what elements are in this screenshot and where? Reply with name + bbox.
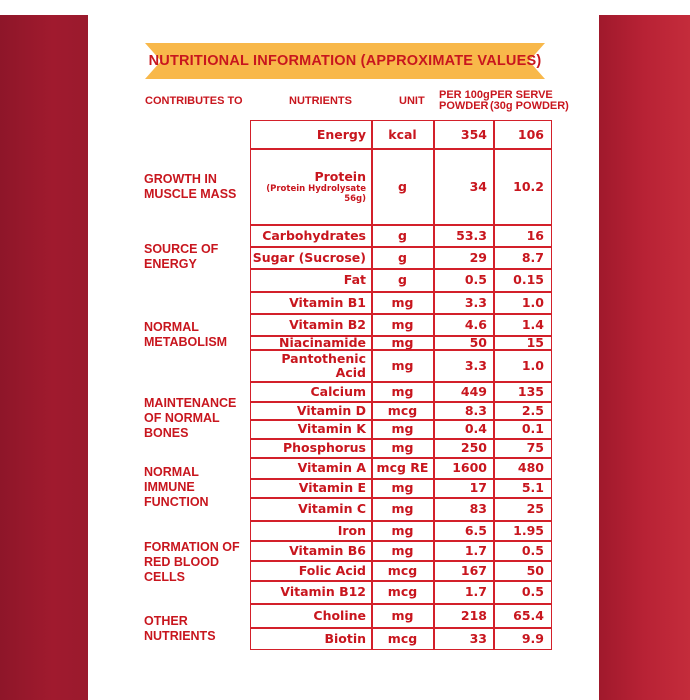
- category-line: GROWTH IN: [144, 172, 217, 186]
- nutrient-unit: mcg: [387, 402, 418, 418]
- value-per-serve: 1.0: [521, 294, 544, 310]
- nutrient-name: [251, 628, 366, 650]
- nutrient-name-text: Biotin: [324, 631, 366, 646]
- nutrient-unit: mcg: [387, 584, 418, 599]
- value-per-serve: 15: [526, 334, 544, 350]
- value-per-serve: 135: [517, 383, 544, 399]
- header-per-serve: [490, 90, 569, 112]
- value-per-serve: 0.15: [513, 272, 544, 287]
- nutrient-name: [251, 521, 366, 540]
- value-per-100g: 250: [460, 440, 487, 455]
- value-per-100g: 50: [469, 334, 487, 350]
- nutrient-name-text: Sugar (Sucrose): [252, 249, 366, 265]
- nutrient-name: [251, 439, 366, 457]
- nutrient-name-text: Vitamin E: [298, 480, 366, 495]
- value-per-serve: 8.7: [521, 249, 544, 265]
- header-per-100g-line2: POWDER: [439, 100, 489, 112]
- nutrient-name: [251, 458, 366, 478]
- category-line: MUSCLE MASS: [144, 187, 237, 201]
- header-per-100g-line1: PER 100g: [439, 89, 490, 101]
- value-per-serve: 25: [526, 501, 544, 516]
- nutrient-unit: g: [398, 178, 407, 194]
- value-per-serve: 2.5: [521, 402, 544, 418]
- nutrient-name: [251, 225, 366, 246]
- value-per-100g: 33: [469, 631, 487, 646]
- nutrient-unit: mg: [391, 501, 414, 516]
- nutrient-name-text: Pantothenic: [281, 350, 366, 366]
- nutrient-name: [251, 604, 366, 627]
- nutrient-name-text: Folic Acid: [298, 562, 366, 578]
- value-per-serve: 1.0: [521, 357, 544, 373]
- nutrient-unit: mcg: [387, 562, 418, 578]
- category-line: MAINTENANCE: [144, 395, 237, 410]
- nutrient-name-text: Energy: [316, 126, 366, 142]
- left-side-band: [0, 15, 88, 700]
- nutrient-unit: mcg RE: [376, 460, 429, 475]
- nutrient-unit: mg: [391, 522, 414, 538]
- value-per-serve: 65.4: [513, 607, 544, 623]
- value-per-serve: 0.5: [521, 584, 544, 599]
- nutrient-unit: mg: [391, 607, 414, 623]
- header-per-serve-line1: PER SERVE: [490, 89, 553, 101]
- value-per-100g: 53.3: [456, 227, 487, 243]
- nutrient-unit: kcal: [388, 126, 417, 142]
- nutrient-name-text: Vitamin B12: [280, 584, 366, 599]
- nutrient-unit: g: [398, 249, 407, 265]
- category-line: BONES: [144, 425, 189, 440]
- value-per-100g: 3.3: [464, 357, 487, 373]
- value-per-100g: 0.5: [464, 272, 487, 287]
- value-per-100g: 34: [469, 178, 487, 194]
- category-line: METABOLISM: [144, 335, 228, 349]
- value-per-100g: 29: [469, 249, 487, 265]
- value-per-100g: 1.7: [464, 542, 487, 558]
- nutrient-unit: mg: [391, 542, 414, 558]
- nutrient-name-text: Vitamin C: [298, 501, 366, 516]
- nutrient-unit: mg: [391, 440, 414, 455]
- category-line: IMMUNE: [144, 479, 195, 494]
- nutrient-unit: mcg: [387, 631, 418, 646]
- nutrient-name-text: Protein: [314, 168, 366, 184]
- nutrient-unit: mg: [391, 421, 414, 436]
- category-line: FUNCTION: [144, 494, 209, 509]
- category-label: [144, 393, 244, 443]
- nutrient-name: [251, 382, 366, 401]
- nutrient-name-text: Fat: [343, 272, 366, 287]
- nutrient-unit: mg: [391, 316, 414, 332]
- nutrient-name-text: Calcium: [310, 383, 366, 399]
- category-line: NORMAL: [144, 464, 199, 479]
- nutrient-unit: g: [398, 272, 407, 287]
- nutrient-name: [251, 350, 366, 381]
- value-per-100g: 1.7: [464, 584, 487, 599]
- nutrient-name-text: Carbohydrates: [262, 227, 366, 243]
- value-per-serve: 9.9: [521, 631, 544, 646]
- value-per-serve: 10.2: [513, 178, 544, 194]
- nutrient-name-text: Niacinamide: [279, 334, 366, 350]
- value-per-100g: 0.4: [464, 421, 487, 436]
- header-contributes-to: CONTRIBUTES TO: [145, 95, 243, 107]
- nutrient-name-text: Vitamin K: [297, 421, 366, 436]
- value-per-serve: 5.1: [521, 480, 544, 495]
- value-per-serve: 0.1: [521, 421, 544, 436]
- nutrient-name-text: Vitamin B6: [289, 542, 366, 558]
- header-per-serve-line2: (30g POWDER): [490, 100, 569, 112]
- nutrient-name: [251, 420, 366, 438]
- value-per-serve: 75: [526, 440, 544, 455]
- header-unit: UNIT: [399, 95, 425, 107]
- nutrient-name: [251, 402, 366, 419]
- nutrient-name-text: Phosphorus: [282, 440, 366, 455]
- nutrient-name: [251, 292, 366, 313]
- nutrient-unit: mg: [391, 480, 414, 495]
- value-per-serve: 1.95: [513, 522, 544, 538]
- nutrient-unit: g: [398, 227, 407, 243]
- value-per-100g: 167: [460, 562, 487, 578]
- nutrient-unit: mg: [391, 383, 414, 399]
- nutrient-unit: mg: [391, 334, 414, 350]
- nutrient-name: [251, 479, 366, 497]
- value-per-100g: 8.3: [464, 402, 487, 418]
- nutrient-name-text: Iron: [337, 522, 366, 538]
- category-line: NORMAL: [144, 320, 199, 334]
- category-line: RED BLOOD: [144, 554, 219, 569]
- value-per-serve: 0.5: [521, 542, 544, 558]
- nutrient-name-text: Acid: [335, 364, 366, 380]
- nutrient-subtext: (Protein Hydrolysate 56g): [266, 183, 366, 204]
- nutrient-name: [251, 314, 366, 335]
- value-per-100g: 1600: [452, 460, 487, 475]
- category-line: ENERGY: [144, 257, 197, 271]
- value-per-100g: 4.6: [464, 316, 487, 332]
- category-line: FORMATION OF: [144, 539, 240, 554]
- value-per-100g: 3.3: [464, 294, 487, 310]
- nutrient-name: [251, 269, 366, 291]
- nutrient-name-text: Vitamin D: [296, 402, 366, 418]
- category-label: [144, 310, 244, 360]
- value-per-100g: 6.5: [464, 522, 487, 538]
- value-per-100g: 449: [460, 383, 487, 399]
- value-per-serve: 50: [526, 562, 544, 578]
- nutrient-name: [251, 247, 366, 268]
- category-line: NUTRIENTS: [144, 629, 216, 643]
- value-per-serve: 480: [517, 460, 544, 475]
- category-label: [144, 612, 244, 646]
- category-line: OTHER: [144, 614, 188, 628]
- category-label: [144, 160, 244, 214]
- header-nutrients: NUTRIENTS: [289, 95, 352, 107]
- nutrient-name: [251, 336, 366, 349]
- value-per-100g: 83: [469, 501, 487, 516]
- value-per-serve: 106: [517, 126, 544, 142]
- category-label: [144, 462, 244, 512]
- value-per-100g: 354: [460, 126, 487, 142]
- nutrient-name: [251, 541, 366, 560]
- nutrient-name: [251, 561, 366, 580]
- value-per-serve: 1.4: [521, 316, 544, 332]
- value-per-100g: 17: [469, 480, 487, 495]
- nutrient-unit: mg: [391, 294, 414, 310]
- page-title: NUTRITIONAL INFORMATION (APPROXIMATE VALUES): [148, 53, 542, 69]
- category-line: OF NORMAL: [144, 410, 220, 425]
- category-line: SOURCE OF: [144, 242, 219, 256]
- nutrient-name: [251, 498, 366, 520]
- value-per-100g: 218: [460, 607, 487, 623]
- nutrient-name: [251, 149, 366, 224]
- nutrient-name-text: Vitamin A: [297, 460, 366, 475]
- header-per-100g: [439, 90, 490, 112]
- nutrient-unit: mg: [391, 357, 414, 373]
- nutrient-name: [251, 121, 366, 148]
- category-line: CELLS: [144, 569, 185, 584]
- category-label: [144, 537, 244, 587]
- nutrient-name: [251, 581, 366, 603]
- right-side-band: [599, 15, 690, 700]
- category-label: [144, 232, 244, 282]
- nutrient-name-text: Choline: [313, 607, 366, 623]
- nutrient-name-text: Vitamin B2: [289, 316, 366, 332]
- value-per-serve: 16: [526, 227, 544, 243]
- nutrient-name-text: Vitamin B1: [289, 294, 366, 310]
